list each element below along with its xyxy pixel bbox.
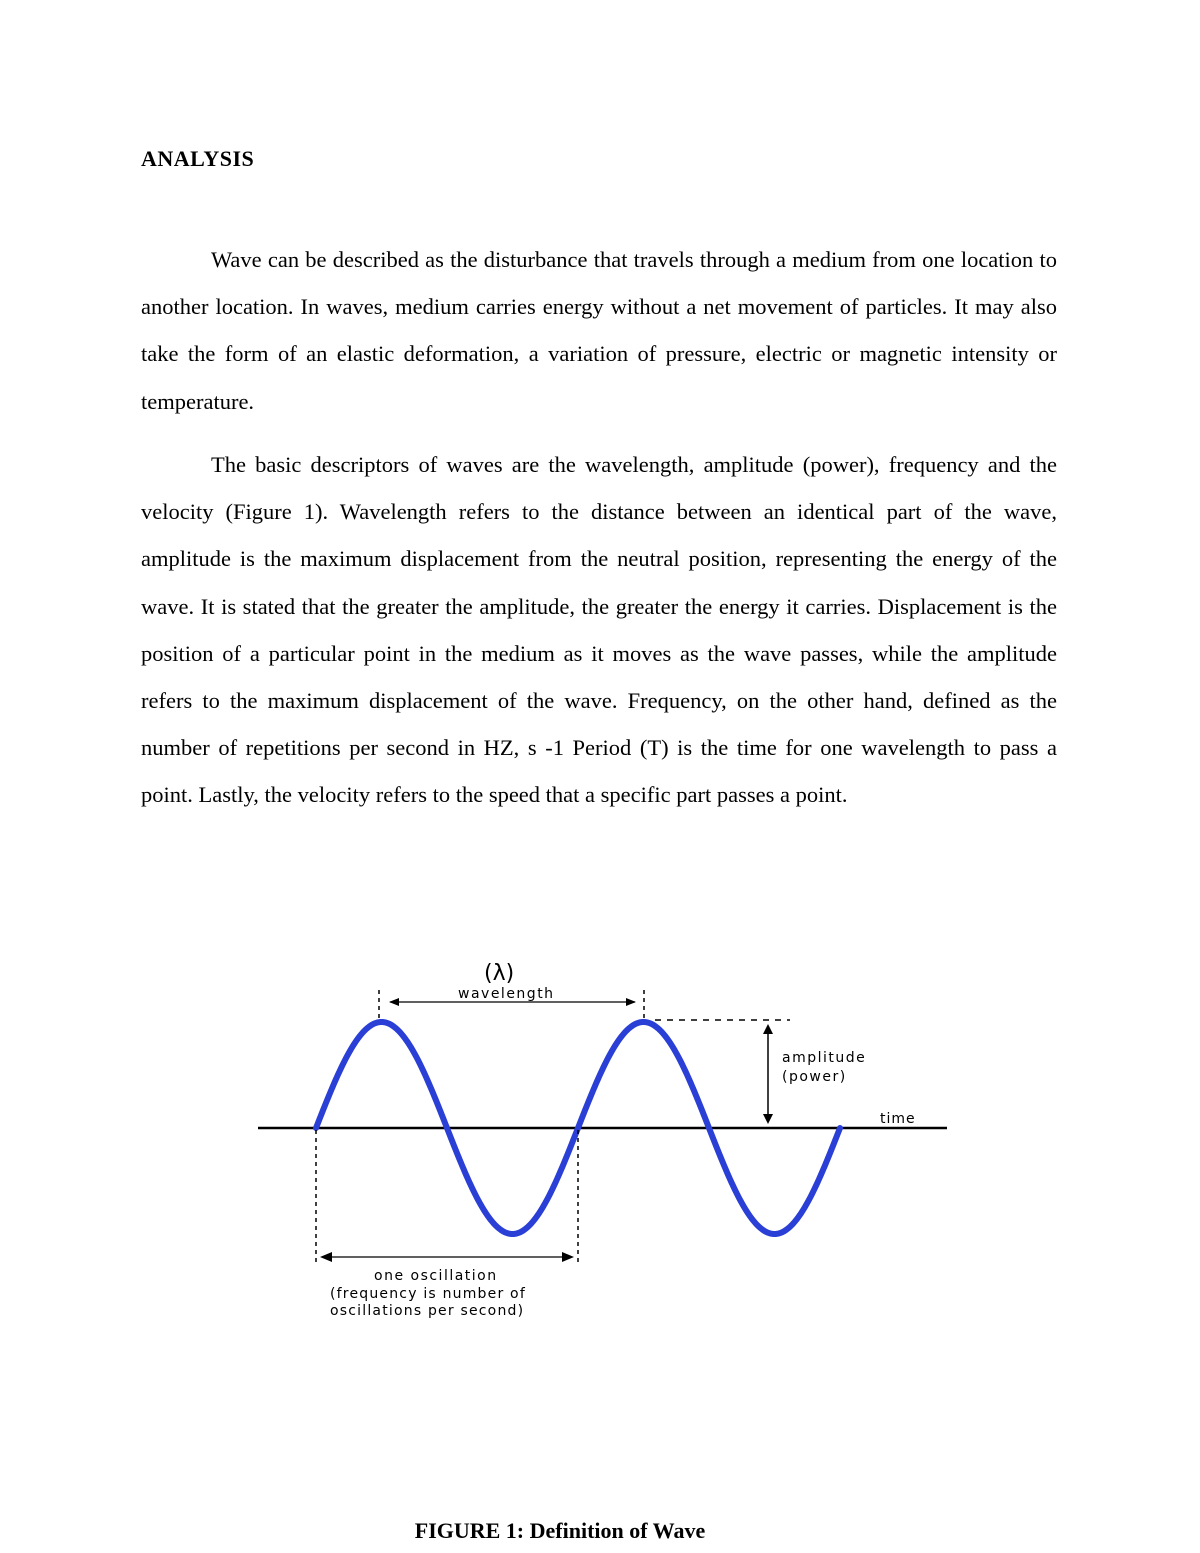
paragraph-wave-descriptors: The basic descriptors of waves are the wavelength, amplitude (power), frequency and the velocity (Figure 1). Wavelength refers to the distance between an identical part of the wave, amplitude is the maximum displacement from the neutral position, representing the energy of the wave. It is stated that the greater the amplitude, the greater the energy it carries. Displacement is the position of a particular point in the medium as it moves as the wave passes, while the amplitude refers to the maximum displacement of the wave. Frequency, on the other hand, defined as the number of repetitions per second in HZ, s -1 Period (T) is the time for one wavelength to pass a point. Lastly, the velocity refers to the speed that a specific part passes a point. <box>141 452 1057 808</box>
oscillation-label: one oscillation <box>374 1268 498 1284</box>
wave-diagram <box>250 950 950 1330</box>
paragraph-wave-definition: Wave can be described as the disturbance that travels through a medium from one location to another location. In waves, medium carries energy without a net movement of particles. It may also take the form of an elastic deformation, a variation of pressure, electric or magnetic intensity or temperature. <box>141 247 1057 414</box>
oscillation-arrow-right-head <box>562 1252 574 1262</box>
oscillation-arrow-left-head <box>320 1252 332 1262</box>
amplitude-arrow-top-head <box>763 1024 773 1034</box>
section-heading: ANALYSIS <box>141 146 255 171</box>
wavelength-arrow-left-head <box>389 998 399 1006</box>
figure-caption: FIGURE 1: Definition of Wave <box>414 1518 706 1543</box>
wave-diagram-svg <box>250 950 950 1330</box>
wavelength-label: wavelength <box>458 986 555 1002</box>
time-label: time <box>880 1111 916 1127</box>
amplitude-power-label: (power) <box>782 1069 847 1085</box>
frequency-note-line1: (frequency is number of <box>330 1286 526 1302</box>
frequency-note-line2: oscillations per second) <box>330 1303 525 1319</box>
amplitude-label: amplitude <box>782 1050 867 1066</box>
amplitude-arrow-bottom-head <box>763 1114 773 1124</box>
lambda-symbol: (λ) <box>484 961 515 986</box>
